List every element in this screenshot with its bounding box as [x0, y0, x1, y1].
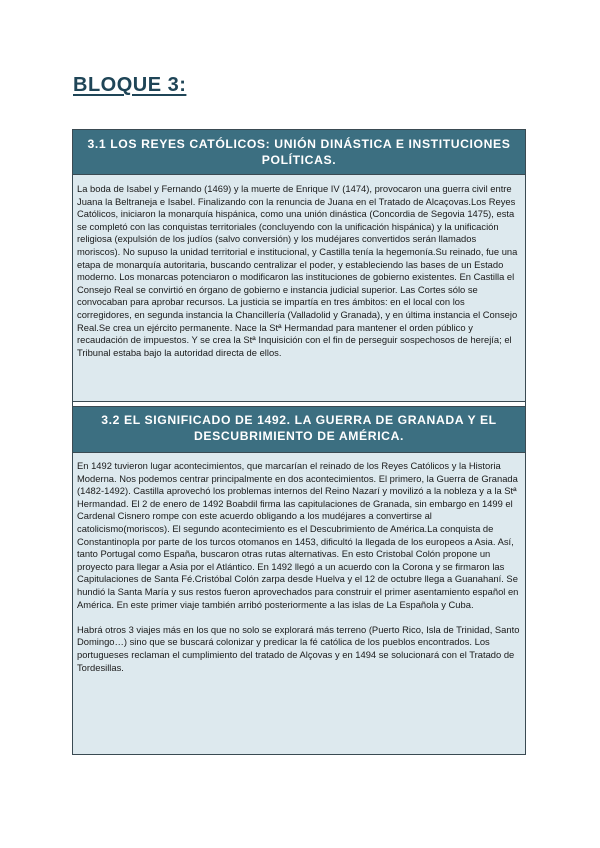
- section-body: [73, 452, 525, 754]
- paragraph: Habrá otros 3 viajes más en los que no solo se explorará más terreno (Puerto Rico, Isla de Trinidad, Santo Domingo…) sino que se buscará colonizar y predicar la fé católica de los pueblos encontrados. Los portugueses reclaman el cumplimiento del tratado de Alçovas y en 1494 se solucionará con el Tratado de Tordesillas.: [77, 623, 520, 673]
- section-body: [73, 174, 525, 401]
- section-heading: 3.1 LOS REYES CATÓLICOS: UNIÓN DINÁSTICA E INSTITUCIONES POLÍTICAS.: [73, 130, 525, 174]
- document-title: BLOQUE 3:: [73, 74, 187, 96]
- section-heading: 3.2 EL SIGNIFICADO DE 1492. LA GUERRA DE GRANADA Y EL DESCUBRIMIENTO DE AMÉRICA.: [73, 407, 525, 452]
- paragraph: En 1492 tuvieron lugar acontecimientos, que marcarían el reinado de los Reyes Católicos y la Historia Moderna. Nos podemos centrar principalmente en dos acontecimientos. El primero, la Guerra de Granada (1482-1492). Castilla aprovechó los problemas internos del Reino Nazarí y movilizó a la nobleza y a la Stª Hermandad. El 2 de enero de 1492 Boabdil firma las capitulaciones de Granada, sin embargo en 1499 el Cardenal Cisnero rompe con este acuerdo obligando a los mudéjares a convertirse al catolicismo(moriscos). El segundo acontecimiento es el Descubrimiento de América.La conquista de Constantinopla por parte de los turcos otomanos en 1453, dificultó la llegada de los europeos a Asia. Así, tanto Portugal como España, buscaron otras rutas alternativas. En esto Cristobal Colón propone un proyecto para llegar a Asia por el Atlántico. En 1492 llegó a un acuerdo con la Corona y se firmaron las Capitulaciones de Santa Fé.Cristóbal Colón zarpa desde Huelva y el 12 de octubre llega a Guanahaní. Se hundió la Santa María y sus restos fueron aprovechados para construir el primer asentamiento español en América. En este primer viaje también arribó posteriormente a las islas de La Española y Cuba.: [77, 460, 519, 610]
- paragraph: La boda de Isabel y Fernando (1469) y la muerte de Enrique IV (1474), provocaron una guerra civil entre Juana la Beltraneja e Isabel. Finalizando con la renuncia de Juana en el Tratado de Alcaçovas.Los Reyes Católicos, iniciaron la monarquía hispánica, como una unión dinástica (Concordia de Segovia 1475), esta se completó con las conquistas territoriales (concluyendo con la unificación hispánica) y la unificación religiosa (expulsión de los judíos (salvo conversión) y los mudéjares convertidos serán llamados moriscos). No supuso la unidad territorial e institucional, y Castilla tenía la hegemonía.Su reinado, fue una etapa de monarquía autoritaria, buscando centralizar el poder, y estableciendo las bases de un Estado moderno. Los monarcas potenciaron o modificaron las instituciones de gobierno existentes. En Castilla el Consejo Real se convirtió en órgano de gobierno e instancia judicial superior. Las Cortes sólo se convocaban para aprobar recursos. La justicia se impartía en tres ámbitos: en el local con los corregidores, en segunda instancia la Chancillería (Valladolid y Granada), y en última instancia el Consejo Real.Se crea un ejército permanente. Nace la Stª Hermandad para mantener el orden público y recaudación de impuestos. Y se crea la Stª Inquisición con el fin de perseguir sospechosos de herejía; el Tribunal estaba bajo la autoridad directa de ellos.: [77, 183, 518, 358]
- content-table: [72, 129, 526, 755]
